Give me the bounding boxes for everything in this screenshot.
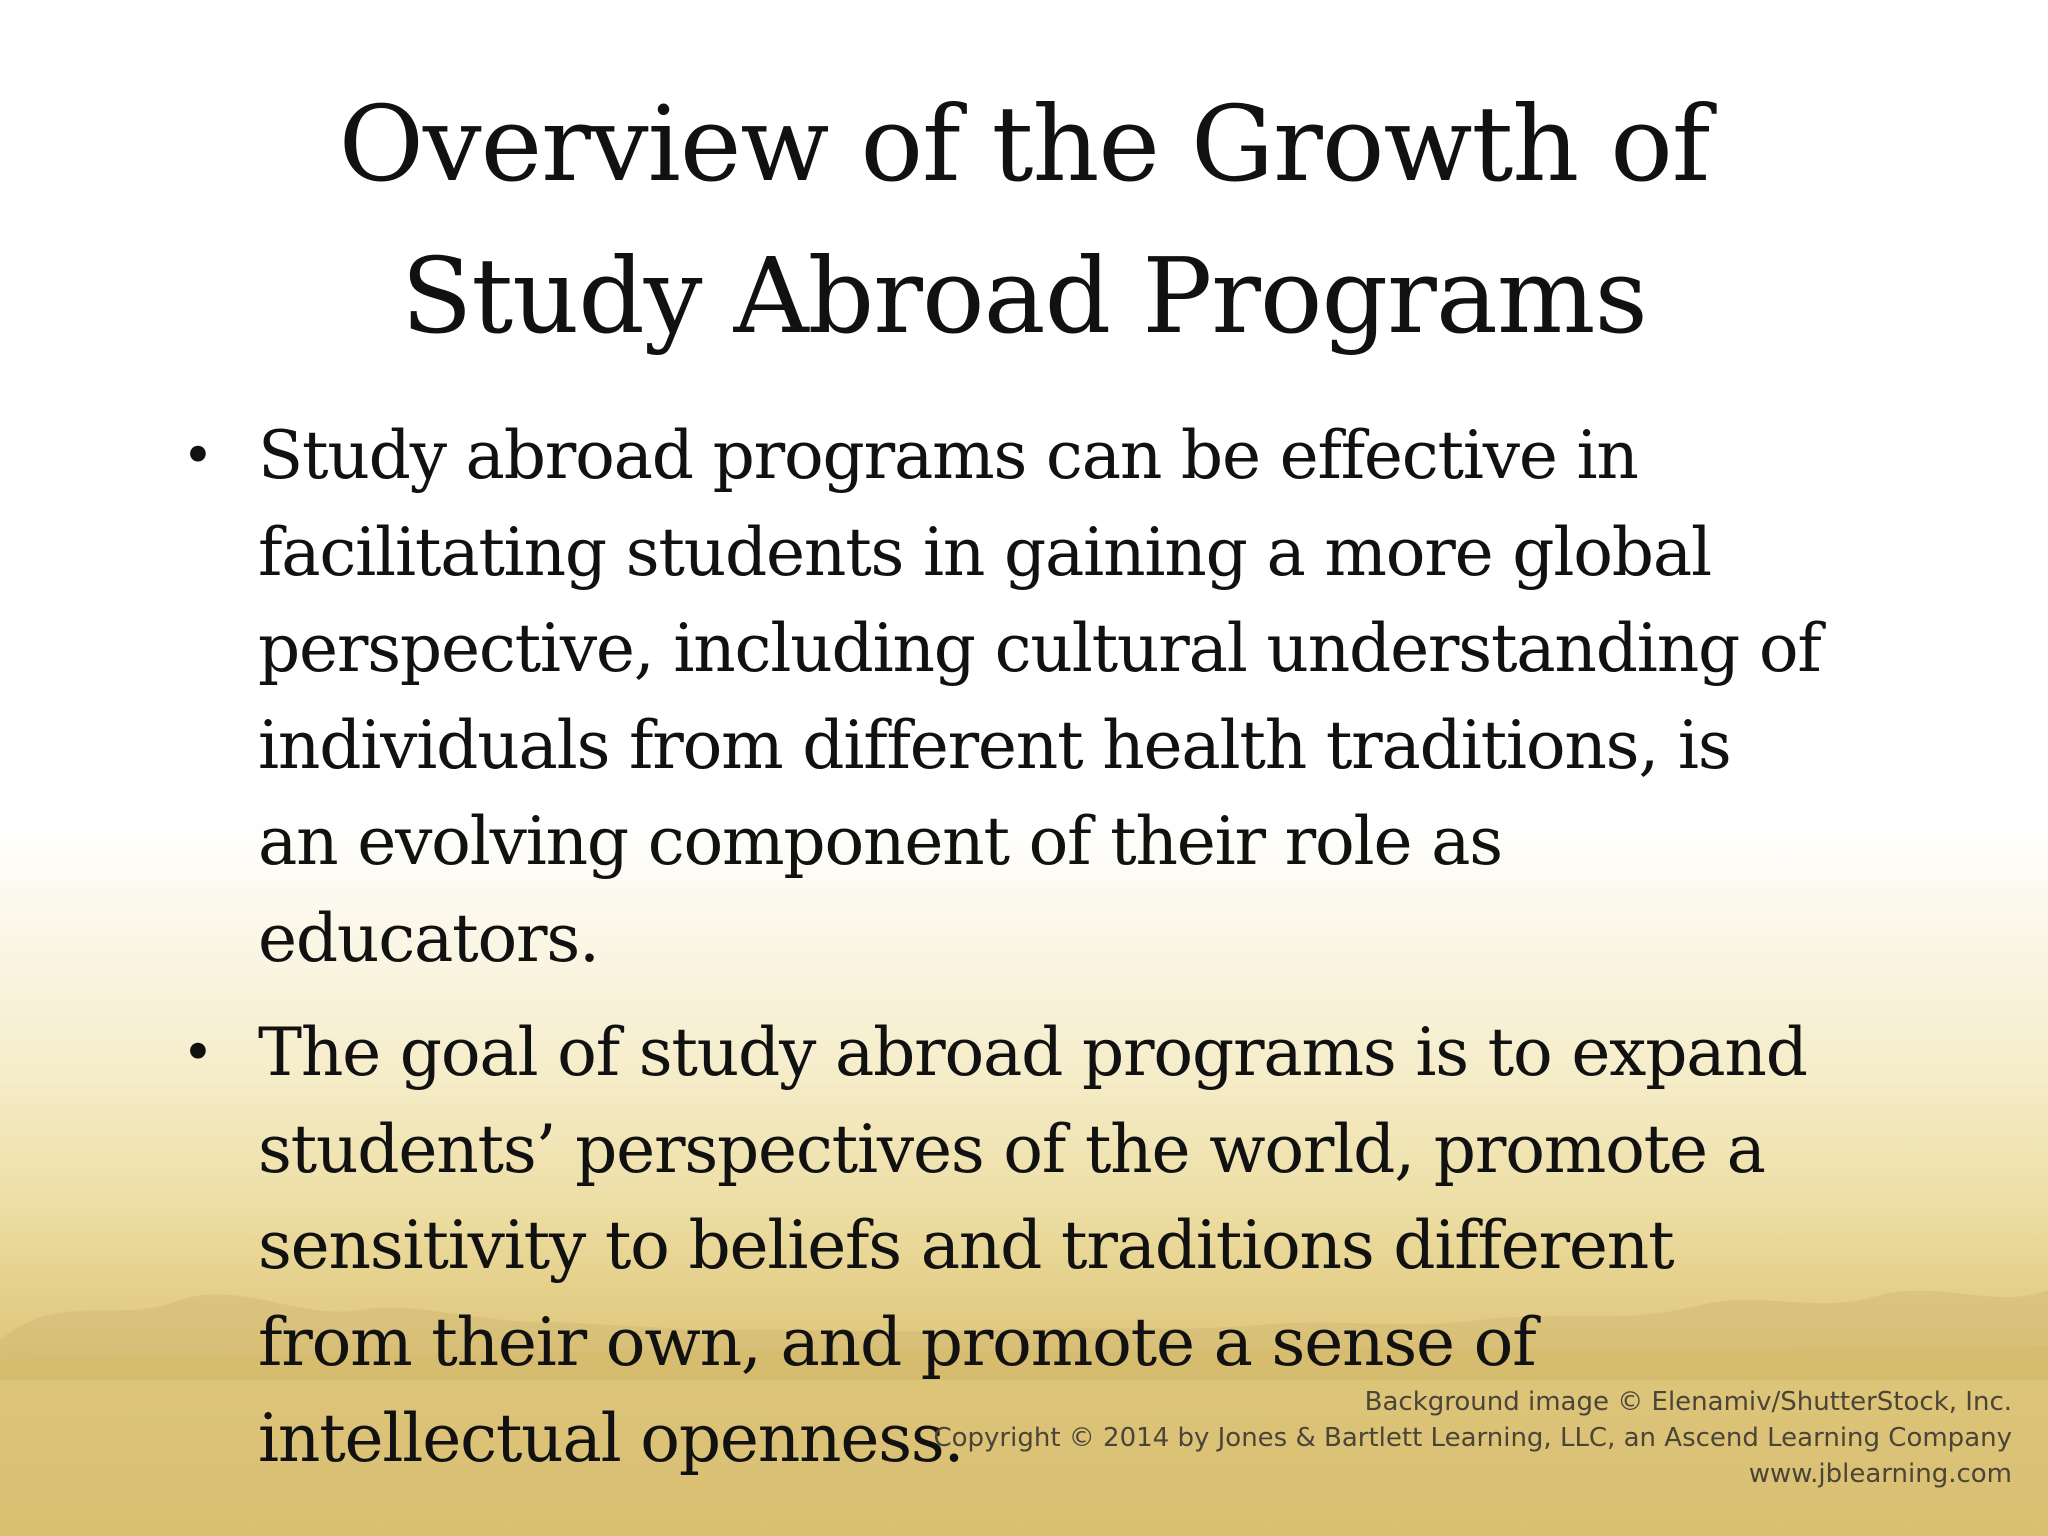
bullet-text: Study abroad programs can be effective in facilitating students in gaining a more global perspective, including cultural understanding of individuals from different health traditions, is an evolving component of their role as educators. <box>258 417 1821 977</box>
bullet-text: The goal of study abroad programs is to expand students’ perspectives of the world, promote a sensitivity to beliefs and traditions different from their own, and promote a sense of intellectual openness. <box>258 1014 1807 1477</box>
bullet-icon: • <box>182 1021 214 1084</box>
slide-title <box>0 68 2048 372</box>
slide-title-line-2: Study Abroad Programs <box>401 235 1647 357</box>
bullet-icon: • <box>182 424 214 487</box>
slide-title-line-1: Overview of the Growth of <box>338 83 1710 205</box>
copyright-credits <box>933 1384 2012 1492</box>
image-credit: Background image © Elenamiv/ShutterStock, Inc. <box>1364 1387 2012 1417</box>
publisher-url: www.jblearning.com <box>1748 1459 2012 1489</box>
bullet-item <box>178 408 1828 987</box>
copyright-notice: Copyright © 2014 by Jones & Bartlett Learning, LLC, an Ascend Learning Company <box>933 1423 2012 1453</box>
bullet-list <box>178 408 1828 1506</box>
